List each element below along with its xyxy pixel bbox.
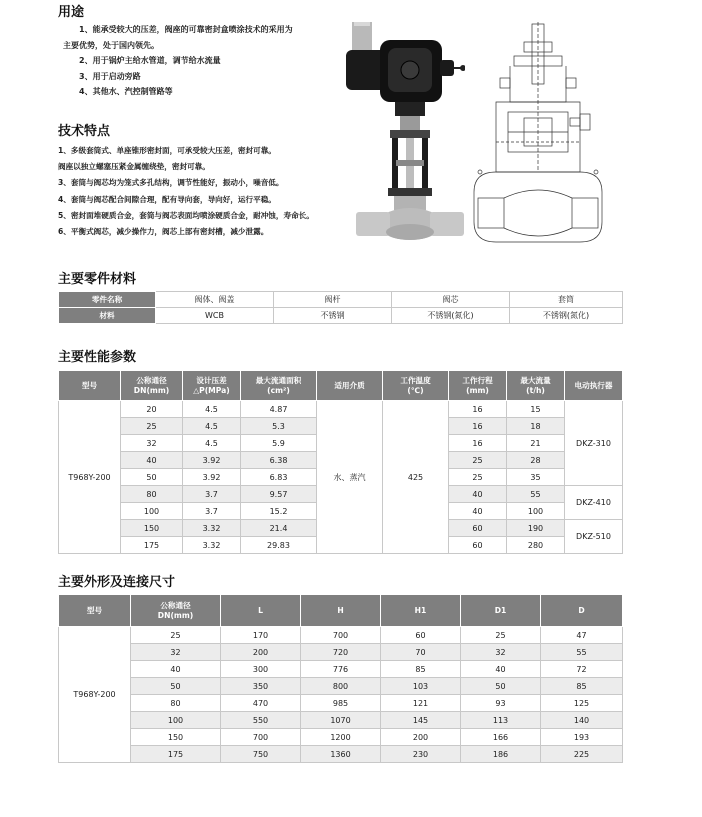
table-cell: 3.7 <box>183 503 241 520</box>
table-cell: 16 <box>449 435 507 452</box>
table-row <box>59 661 623 678</box>
table-cell: 985 <box>301 695 381 712</box>
usage-title: 用途 <box>58 5 85 20</box>
dim-header-d: D <box>541 595 623 627</box>
feature-item: 3、套筒与阀芯均为笼式多孔结构，调节性能好，振动小，噪音低。 <box>58 178 284 188</box>
table-cell: 50 <box>131 678 221 695</box>
table-cell: 28 <box>507 452 565 469</box>
table-cell: 40 <box>121 452 183 469</box>
table-cell: 6.83 <box>241 469 317 486</box>
table-cell: 50 <box>121 469 183 486</box>
dim-header-model: 型号 <box>59 595 131 627</box>
performance-title: 主要性能参数 <box>58 350 137 365</box>
table-cell: 100 <box>507 503 565 520</box>
table-row <box>59 644 623 661</box>
table-cell: 47 <box>541 627 623 644</box>
dim-header-d1: D1 <box>461 595 541 627</box>
valve-photo <box>340 22 465 244</box>
table-cell: 3.92 <box>183 469 241 486</box>
table-row <box>59 746 623 763</box>
table-cell: 40 <box>449 503 507 520</box>
table-cell: 121 <box>381 695 461 712</box>
table-cell: 32 <box>461 644 541 661</box>
table-cell: 5.3 <box>241 418 317 435</box>
feature-item: 5、密封面堆硬质合金，套筒与阀芯表面均喷涂硬质合金，耐冲蚀，寿命长。 <box>58 210 314 220</box>
feature-item: 4、套筒与阀芯配合间隙合理，配有导向套，导向好，运行平稳。 <box>58 194 276 204</box>
table-row <box>59 729 623 746</box>
materials-cell: 不锈钢(氮化) <box>510 308 623 324</box>
table-cell: 150 <box>131 729 221 746</box>
dimensions-table <box>58 594 623 763</box>
table-cell: 4.5 <box>183 418 241 435</box>
performance-table <box>58 370 623 554</box>
table-cell: 700 <box>301 627 381 644</box>
table-cell: 140 <box>541 712 623 729</box>
table-cell: 35 <box>507 469 565 486</box>
section-drawing-image <box>470 22 606 244</box>
usage-item: 2、用于锅炉主给水管道，调节给水流量 <box>79 56 221 65</box>
table-cell: 6.38 <box>241 452 317 469</box>
table-cell: 15 <box>507 401 565 418</box>
table-cell: 186 <box>461 746 541 763</box>
table-cell: 200 <box>221 644 301 661</box>
perf-header-pressure: 设计压差 △P(MPa) <box>183 371 241 401</box>
table-cell: 470 <box>221 695 301 712</box>
table-cell: 1360 <box>301 746 381 763</box>
dim-header-dn: 公称通径 DN(mm) <box>131 595 221 627</box>
table-cell: 175 <box>121 537 183 554</box>
table-cell: 72 <box>541 661 623 678</box>
perf-header-medium: 适用介质 <box>317 371 383 401</box>
table-cell: 190 <box>507 520 565 537</box>
perf-header-actuator: 电动执行器 <box>565 371 623 401</box>
features-list <box>58 143 314 240</box>
table-cell: 1070 <box>301 712 381 729</box>
table-cell: 29.83 <box>241 537 317 554</box>
table-cell: 550 <box>221 712 301 729</box>
table-cell: 25 <box>131 627 221 644</box>
table-cell: 25 <box>121 418 183 435</box>
valve-photo-image <box>340 22 465 244</box>
table-cell: 55 <box>507 486 565 503</box>
table-cell: 166 <box>461 729 541 746</box>
usage-item: 4、其他水、汽控制管路等 <box>79 87 173 96</box>
table-cell: 1200 <box>301 729 381 746</box>
table-cell: 32 <box>121 435 183 452</box>
table-cell: 100 <box>131 712 221 729</box>
table-cell: 85 <box>541 678 623 695</box>
table-cell: 32 <box>131 644 221 661</box>
table-cell: 720 <box>301 644 381 661</box>
materials-cell: 不锈钢(氮化) <box>392 308 510 324</box>
table-row <box>59 401 623 418</box>
table-cell: 103 <box>381 678 461 695</box>
table-cell: 21.4 <box>241 520 317 537</box>
table-cell: 700 <box>221 729 301 746</box>
table-cell: 125 <box>541 695 623 712</box>
usage-item: 1、能承受较大的压差，阀座的可靠密封盒喷涂技术的采用为 <box>79 25 293 34</box>
table-cell: 40 <box>449 486 507 503</box>
perf-header-area: 最大流通面积 (cm²) <box>241 371 317 401</box>
table-cell: 113 <box>461 712 541 729</box>
perf-model-cell: T968Y-200 <box>59 401 121 554</box>
table-cell: 3.7 <box>183 486 241 503</box>
table-cell: 300 <box>221 661 301 678</box>
table-cell: 80 <box>121 486 183 503</box>
materials-row-label: 材料 <box>59 308 156 324</box>
table-cell: 800 <box>301 678 381 695</box>
perf-header-temp: 工作温度 (℃) <box>383 371 449 401</box>
perf-header-stroke: 工作行程 (mm) <box>449 371 507 401</box>
table-cell: 175 <box>131 746 221 763</box>
perf-header-dn: 公称通径 DN(mm) <box>121 371 183 401</box>
table-cell: 18 <box>507 418 565 435</box>
table-cell: 9.57 <box>241 486 317 503</box>
table-cell: 3.32 <box>183 537 241 554</box>
perf-actuator-cell: DKZ-510 <box>565 520 623 554</box>
table-cell: 193 <box>541 729 623 746</box>
table-cell: 60 <box>381 627 461 644</box>
table-cell: 750 <box>221 746 301 763</box>
materials-cell: WCB <box>156 308 274 324</box>
table-cell: 4.5 <box>183 435 241 452</box>
table-cell: 4.87 <box>241 401 317 418</box>
usage-list <box>63 22 293 100</box>
dimensions-title: 主要外形及连接尺寸 <box>58 575 176 590</box>
section-drawing <box>470 22 606 244</box>
table-cell: 70 <box>381 644 461 661</box>
dim-header-l: L <box>221 595 301 627</box>
usage-item: 3、用于启动旁路 <box>79 71 141 81</box>
table-cell: 350 <box>221 678 301 695</box>
table-cell: 145 <box>381 712 461 729</box>
table-cell: 4.5 <box>183 401 241 418</box>
dim-header-h: H <box>301 595 381 627</box>
materials-header-cell: 阀体、阀盖 <box>156 292 274 308</box>
table-cell: 55 <box>541 644 623 661</box>
materials-table <box>58 291 623 324</box>
perf-medium-cell: 水、蒸汽 <box>317 401 383 554</box>
table-row <box>59 678 623 695</box>
feature-item: 1、多级套筒式、单座锥形密封面，可承受较大压差，密封可靠。 <box>58 146 276 155</box>
dim-model-cell: T968Y-200 <box>59 627 131 763</box>
materials-title: 主要零件材料 <box>58 272 137 287</box>
table-row <box>59 627 623 644</box>
table-cell: 100 <box>121 503 183 520</box>
table-cell: 25 <box>449 452 507 469</box>
perf-actuator-cell: DKZ-310 <box>565 401 623 486</box>
table-cell: 150 <box>121 520 183 537</box>
features-title: 技术特点 <box>58 124 111 139</box>
table-cell: 60 <box>449 537 507 554</box>
materials-header-cell: 阀芯 <box>392 292 510 308</box>
table-cell: 3.32 <box>183 520 241 537</box>
table-cell: 40 <box>131 661 221 678</box>
materials-header-cell: 零件名称 <box>59 292 156 308</box>
materials-cell: 不锈钢 <box>274 308 392 324</box>
perf-temp-cell: 425 <box>383 401 449 554</box>
table-row <box>59 712 623 729</box>
table-cell: 50 <box>461 678 541 695</box>
perf-header-model: 型号 <box>59 371 121 401</box>
table-cell: 170 <box>221 627 301 644</box>
perf-actuator-cell: DKZ-410 <box>565 486 623 520</box>
table-cell: 200 <box>381 729 461 746</box>
table-cell: 21 <box>507 435 565 452</box>
materials-header-cell: 阀杆 <box>274 292 392 308</box>
table-cell: 40 <box>461 661 541 678</box>
table-cell: 5.9 <box>241 435 317 452</box>
table-cell: 15.2 <box>241 503 317 520</box>
table-cell: 16 <box>449 401 507 418</box>
usage-item: 主要优势，处于国内领先。 <box>63 40 159 50</box>
feature-item: 6、平衡式阀芯，减少操作力，阀芯上部有密封槽，减少泄露。 <box>58 227 269 237</box>
table-cell: 225 <box>541 746 623 763</box>
table-row <box>59 695 623 712</box>
table-cell: 80 <box>131 695 221 712</box>
table-cell: 25 <box>449 469 507 486</box>
table-cell: 93 <box>461 695 541 712</box>
materials-header-cell: 套筒 <box>510 292 623 308</box>
perf-header-flow: 最大流量 (t/h) <box>507 371 565 401</box>
table-cell: 25 <box>461 627 541 644</box>
table-cell: 20 <box>121 401 183 418</box>
table-cell: 60 <box>449 520 507 537</box>
table-cell: 776 <box>301 661 381 678</box>
table-cell: 3.92 <box>183 452 241 469</box>
table-cell: 280 <box>507 537 565 554</box>
feature-item: 阀座以独立螺塞压紧金属缠绕垫，密封可靠。 <box>58 162 210 172</box>
dim-header-h1: H1 <box>381 595 461 627</box>
table-cell: 85 <box>381 661 461 678</box>
table-cell: 16 <box>449 418 507 435</box>
table-cell: 230 <box>381 746 461 763</box>
